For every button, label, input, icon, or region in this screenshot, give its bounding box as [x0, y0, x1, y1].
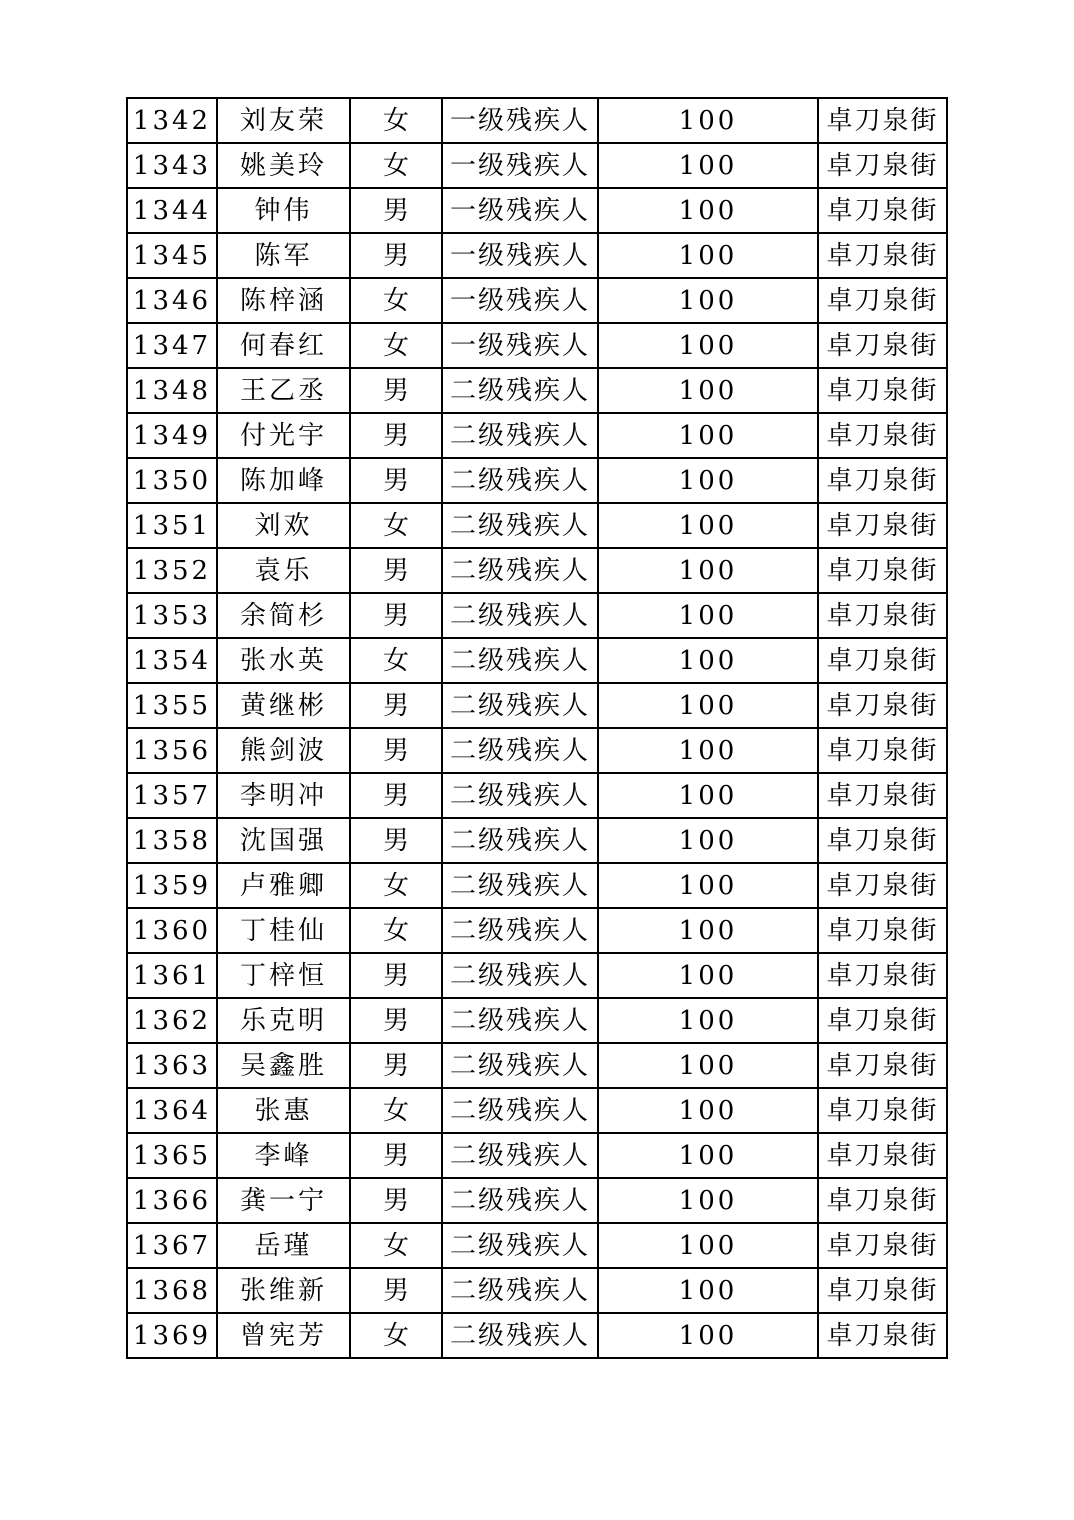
person-name-cell: 刘友荣 — [217, 98, 350, 143]
gender-cell: 男 — [350, 728, 442, 773]
gender-cell: 男 — [350, 1133, 442, 1178]
amount-cell: 100 — [598, 323, 818, 368]
amount-cell: 100 — [598, 953, 818, 998]
disability-level-cell: 二级残疾人 — [442, 413, 598, 458]
disability-level-cell: 二级残疾人 — [442, 638, 598, 683]
table-row — [127, 638, 947, 683]
gender-cell: 男 — [350, 998, 442, 1043]
street-cell: 卓刀泉街 — [818, 773, 947, 818]
amount-cell: 100 — [598, 863, 818, 908]
person-name-cell: 吴鑫胜 — [217, 1043, 350, 1088]
amount-cell: 100 — [598, 233, 818, 278]
disability-level-cell: 二级残疾人 — [442, 458, 598, 503]
disability-level-cell: 二级残疾人 — [442, 1178, 598, 1223]
person-name-cell: 姚美玲 — [217, 143, 350, 188]
disability-level-cell: 二级残疾人 — [442, 818, 598, 863]
person-name-cell: 丁梓恒 — [217, 953, 350, 998]
table-row — [127, 1043, 947, 1088]
disability-level-cell: 二级残疾人 — [442, 683, 598, 728]
gender-cell: 女 — [350, 503, 442, 548]
row-number-cell: 1344 — [127, 188, 217, 233]
gender-cell: 男 — [350, 368, 442, 413]
table-row — [127, 98, 947, 143]
street-cell: 卓刀泉街 — [818, 548, 947, 593]
amount-cell: 100 — [598, 1268, 818, 1313]
table-row — [127, 773, 947, 818]
person-name-cell: 卢雅卿 — [217, 863, 350, 908]
street-cell: 卓刀泉街 — [818, 278, 947, 323]
person-name-cell: 熊剑波 — [217, 728, 350, 773]
table-row — [127, 953, 947, 998]
gender-cell: 男 — [350, 593, 442, 638]
street-cell: 卓刀泉街 — [818, 908, 947, 953]
table-row — [127, 548, 947, 593]
person-name-cell: 王乙丞 — [217, 368, 350, 413]
table-row — [127, 503, 947, 548]
street-cell: 卓刀泉街 — [818, 998, 947, 1043]
row-number-cell: 1342 — [127, 98, 217, 143]
disability-level-cell: 一级残疾人 — [442, 188, 598, 233]
street-cell: 卓刀泉街 — [818, 953, 947, 998]
row-number-cell: 1347 — [127, 323, 217, 368]
street-cell: 卓刀泉街 — [818, 458, 947, 503]
person-name-cell: 钟伟 — [217, 188, 350, 233]
gender-cell: 男 — [350, 683, 442, 728]
table-row — [127, 998, 947, 1043]
row-number-cell: 1368 — [127, 1268, 217, 1313]
table-row — [127, 1178, 947, 1223]
row-number-cell: 1367 — [127, 1223, 217, 1268]
person-name-cell: 黄继彬 — [217, 683, 350, 728]
street-cell: 卓刀泉街 — [818, 143, 947, 188]
row-number-cell: 1365 — [127, 1133, 217, 1178]
street-cell: 卓刀泉街 — [818, 188, 947, 233]
amount-cell: 100 — [598, 728, 818, 773]
amount-cell: 100 — [598, 1313, 818, 1358]
disability-level-cell: 二级残疾人 — [442, 1133, 598, 1178]
gender-cell: 男 — [350, 818, 442, 863]
street-cell: 卓刀泉街 — [818, 1313, 947, 1358]
row-number-cell: 1357 — [127, 773, 217, 818]
amount-cell: 100 — [598, 638, 818, 683]
table-row — [127, 683, 947, 728]
street-cell: 卓刀泉街 — [818, 503, 947, 548]
gender-cell: 女 — [350, 638, 442, 683]
disability-level-cell: 二级残疾人 — [442, 1043, 598, 1088]
row-number-cell: 1353 — [127, 593, 217, 638]
disability-level-cell: 二级残疾人 — [442, 1088, 598, 1133]
gender-cell: 男 — [350, 1043, 442, 1088]
person-name-cell: 张惠 — [217, 1088, 350, 1133]
row-number-cell: 1356 — [127, 728, 217, 773]
table-row — [127, 233, 947, 278]
disability-level-cell: 二级残疾人 — [442, 503, 598, 548]
person-name-cell: 袁乐 — [217, 548, 350, 593]
amount-cell: 100 — [598, 998, 818, 1043]
row-number-cell: 1346 — [127, 278, 217, 323]
person-name-cell: 曾宪芳 — [217, 1313, 350, 1358]
table-row — [127, 143, 947, 188]
person-name-cell: 李峰 — [217, 1133, 350, 1178]
amount-cell: 100 — [598, 368, 818, 413]
amount-cell: 100 — [598, 683, 818, 728]
table-row — [127, 1313, 947, 1358]
roster-table — [126, 97, 948, 1359]
row-number-cell: 1354 — [127, 638, 217, 683]
amount-cell: 100 — [598, 548, 818, 593]
row-number-cell: 1359 — [127, 863, 217, 908]
amount-cell: 100 — [598, 773, 818, 818]
person-name-cell: 乐克明 — [217, 998, 350, 1043]
gender-cell: 女 — [350, 98, 442, 143]
street-cell: 卓刀泉街 — [818, 1088, 947, 1133]
street-cell: 卓刀泉街 — [818, 863, 947, 908]
table-row — [127, 1223, 947, 1268]
row-number-cell: 1366 — [127, 1178, 217, 1223]
row-number-cell: 1364 — [127, 1088, 217, 1133]
disability-level-cell: 二级残疾人 — [442, 953, 598, 998]
person-name-cell: 余简杉 — [217, 593, 350, 638]
amount-cell: 100 — [598, 1043, 818, 1088]
amount-cell: 100 — [598, 1178, 818, 1223]
row-number-cell: 1351 — [127, 503, 217, 548]
amount-cell: 100 — [598, 188, 818, 233]
gender-cell: 男 — [350, 233, 442, 278]
person-name-cell: 沈国强 — [217, 818, 350, 863]
gender-cell: 男 — [350, 188, 442, 233]
row-number-cell: 1350 — [127, 458, 217, 503]
table-row — [127, 728, 947, 773]
row-number-cell: 1349 — [127, 413, 217, 458]
table-row — [127, 323, 947, 368]
table-row — [127, 188, 947, 233]
row-number-cell: 1363 — [127, 1043, 217, 1088]
person-name-cell: 张水英 — [217, 638, 350, 683]
disability-level-cell: 二级残疾人 — [442, 863, 598, 908]
row-number-cell: 1352 — [127, 548, 217, 593]
disability-level-cell: 一级残疾人 — [442, 278, 598, 323]
table-row — [127, 1088, 947, 1133]
street-cell: 卓刀泉街 — [818, 728, 947, 773]
disability-level-cell: 二级残疾人 — [442, 593, 598, 638]
person-name-cell: 何春红 — [217, 323, 350, 368]
amount-cell: 100 — [598, 413, 818, 458]
disability-level-cell: 一级残疾人 — [442, 233, 598, 278]
disability-level-cell: 二级残疾人 — [442, 368, 598, 413]
street-cell: 卓刀泉街 — [818, 1223, 947, 1268]
person-name-cell: 付光宇 — [217, 413, 350, 458]
disability-level-cell: 二级残疾人 — [442, 773, 598, 818]
row-number-cell: 1360 — [127, 908, 217, 953]
table-row — [127, 1268, 947, 1313]
gender-cell: 男 — [350, 1268, 442, 1313]
person-name-cell: 陈军 — [217, 233, 350, 278]
row-number-cell: 1369 — [127, 1313, 217, 1358]
table-row — [127, 908, 947, 953]
person-name-cell: 张维新 — [217, 1268, 350, 1313]
person-name-cell: 陈加峰 — [217, 458, 350, 503]
row-number-cell: 1358 — [127, 818, 217, 863]
table-row — [127, 413, 947, 458]
disability-level-cell: 二级残疾人 — [442, 1313, 598, 1358]
disability-level-cell: 二级残疾人 — [442, 1268, 598, 1313]
table-row — [127, 368, 947, 413]
amount-cell: 100 — [598, 503, 818, 548]
amount-cell: 100 — [598, 278, 818, 323]
gender-cell: 男 — [350, 458, 442, 503]
street-cell: 卓刀泉街 — [818, 368, 947, 413]
amount-cell: 100 — [598, 143, 818, 188]
gender-cell: 男 — [350, 548, 442, 593]
disability-level-cell: 二级残疾人 — [442, 998, 598, 1043]
table-row — [127, 593, 947, 638]
row-number-cell: 1348 — [127, 368, 217, 413]
disability-level-cell: 二级残疾人 — [442, 908, 598, 953]
amount-cell: 100 — [598, 1133, 818, 1178]
street-cell: 卓刀泉街 — [818, 818, 947, 863]
street-cell: 卓刀泉街 — [818, 1133, 947, 1178]
street-cell: 卓刀泉街 — [818, 638, 947, 683]
gender-cell: 女 — [350, 1313, 442, 1358]
disability-level-cell: 二级残疾人 — [442, 1223, 598, 1268]
row-number-cell: 1362 — [127, 998, 217, 1043]
table-row — [127, 863, 947, 908]
amount-cell: 100 — [598, 593, 818, 638]
gender-cell: 男 — [350, 413, 442, 458]
person-name-cell: 陈梓涵 — [217, 278, 350, 323]
gender-cell: 女 — [350, 278, 442, 323]
gender-cell: 女 — [350, 908, 442, 953]
street-cell: 卓刀泉街 — [818, 323, 947, 368]
gender-cell: 女 — [350, 1088, 442, 1133]
gender-cell: 女 — [350, 1223, 442, 1268]
street-cell: 卓刀泉街 — [818, 413, 947, 458]
row-number-cell: 1361 — [127, 953, 217, 998]
disability-level-cell: 二级残疾人 — [442, 728, 598, 773]
gender-cell: 女 — [350, 143, 442, 188]
amount-cell: 100 — [598, 908, 818, 953]
table-row — [127, 278, 947, 323]
person-name-cell: 岳瑾 — [217, 1223, 350, 1268]
amount-cell: 100 — [598, 458, 818, 503]
disability-level-cell: 一级残疾人 — [442, 143, 598, 188]
row-number-cell: 1343 — [127, 143, 217, 188]
person-name-cell: 丁桂仙 — [217, 908, 350, 953]
street-cell: 卓刀泉街 — [818, 233, 947, 278]
gender-cell: 女 — [350, 323, 442, 368]
table-row — [127, 458, 947, 503]
table-row — [127, 1133, 947, 1178]
amount-cell: 100 — [598, 818, 818, 863]
street-cell: 卓刀泉街 — [818, 683, 947, 728]
amount-cell: 100 — [598, 98, 818, 143]
street-cell: 卓刀泉街 — [818, 1268, 947, 1313]
gender-cell: 男 — [350, 773, 442, 818]
street-cell: 卓刀泉街 — [818, 593, 947, 638]
amount-cell: 100 — [598, 1088, 818, 1133]
gender-cell: 男 — [350, 1178, 442, 1223]
row-number-cell: 1345 — [127, 233, 217, 278]
roster-table-body — [127, 98, 947, 1358]
row-number-cell: 1355 — [127, 683, 217, 728]
street-cell: 卓刀泉街 — [818, 98, 947, 143]
amount-cell: 100 — [598, 1223, 818, 1268]
gender-cell: 男 — [350, 953, 442, 998]
disability-level-cell: 一级残疾人 — [442, 98, 598, 143]
person-name-cell: 刘欢 — [217, 503, 350, 548]
street-cell: 卓刀泉街 — [818, 1178, 947, 1223]
disability-level-cell: 二级残疾人 — [442, 548, 598, 593]
gender-cell: 女 — [350, 863, 442, 908]
person-name-cell: 龚一宁 — [217, 1178, 350, 1223]
disability-level-cell: 一级残疾人 — [442, 323, 598, 368]
table-row — [127, 818, 947, 863]
street-cell: 卓刀泉街 — [818, 1043, 947, 1088]
person-name-cell: 李明冲 — [217, 773, 350, 818]
